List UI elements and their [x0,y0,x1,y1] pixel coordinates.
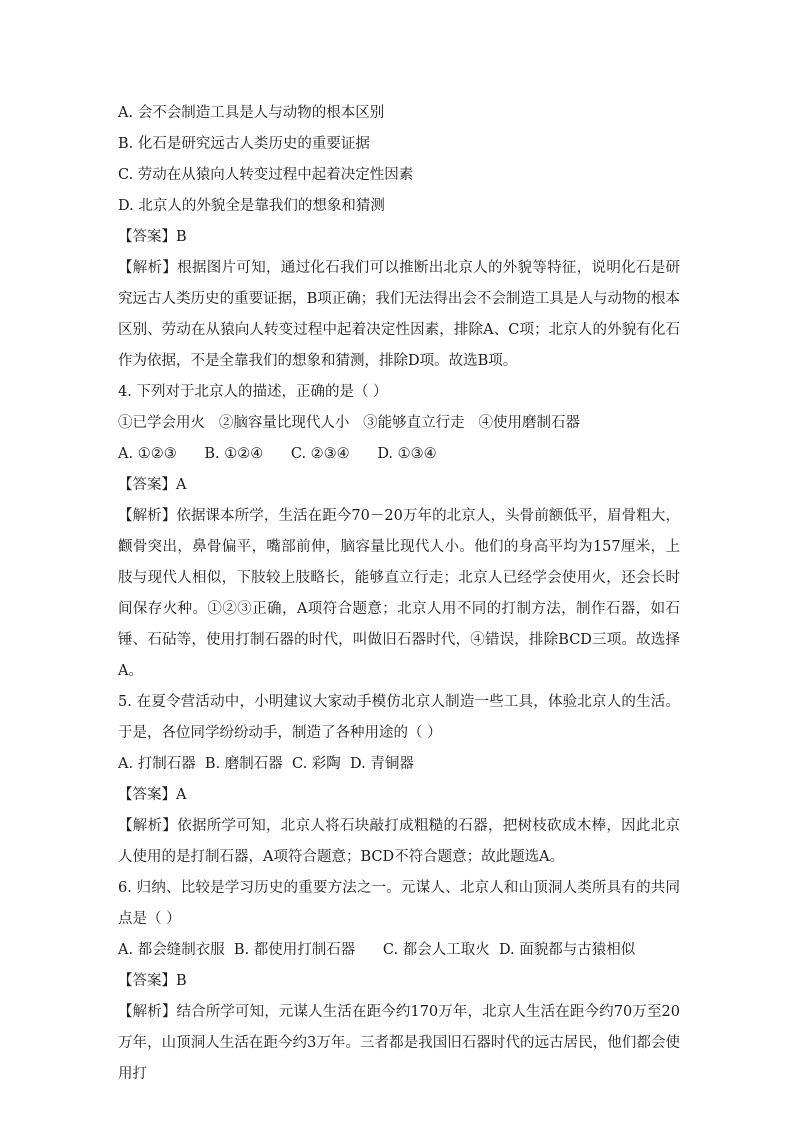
analysis-text: 依据所学可知，北京人将石块敲打成粗糙的石器，把树枝砍成木棒，因此北京人使用的是打制石器，A项符合题意；BCD不符合题意；故此题选A。 [118,818,681,865]
analysis-tag: 【解析】 [118,260,178,276]
q6-analysis [118,997,680,1090]
q3-option-d: D. 北京人的外貌全是靠我们的想象和猜测 [118,198,385,214]
q5-stem: 5. 在夏令营活动中，小明建议大家动手模仿北京人制造一些工具，体验北京人的生活。于是，各位同学纷纷动手，制造了各种用途的（ ） [118,694,680,741]
answer-tag: 【答案】 [118,477,176,493]
analysis-text: 依据课本所学，生活在距今70－20万年的北京人，头骨前额低平，眉骨粗大，颧骨突出，鼻骨偏平，嘴部前伸，脑容量比现代人小。他们的身高平均为157厘米，上肢与现代人相似，下肢较上肢略长，能够直立行走；北京人已经学会使用火，还会长时间保存火种。①②③正确，A项符合题意；北京人用不同的打制方法，制作石器，如石锤、石砧等，使用打制石器的时代，叫做旧石器时代，④错误，排除BCD三项。故选择A。 [118,508,680,679]
analysis-text: 根据图片可知，通过化石我们可以推断出北京人的外貌等特征，说明化石是研究远古人类历史的重要证据，B项正确；我们无法得出会不会制造工具是人与动物的根本区别、劳动在从猿向人转变过程中起着决定性因素，排除A、C项；北京人的外貌有化石作为依据，不是全靠我们的想象和猜测，排除D项。故选B项。 [118,260,681,369]
analysis-tag: 【解析】 [118,508,177,524]
answer-tag: 【答案】 [118,973,176,989]
q3-option-b: B. 化石是研究远古人类历史的重要证据 [118,136,370,152]
analysis-tag: 【解析】 [118,1004,177,1020]
q5-analysis [118,811,680,873]
answer-value: A [176,787,187,803]
q4-answer [118,470,680,501]
q4-statements: ①已学会用火 ②脑容量比现代人小 ③能够直立行走 ④使用磨制石器 [118,415,580,431]
q3-option-a: A. 会不会制造工具是人与动物的根本区别 [118,105,385,121]
answer-value: A [176,477,187,493]
q4-options: A. ①②③ B. ①②④ C. ②③④ D. ①③④ [118,446,437,462]
q3-analysis [118,253,680,377]
q5-options: A. 打制石器 B. 磨制石器 C. 彩陶 D. 青铜器 [118,756,414,772]
answer-value: B [176,229,187,245]
q4-stem: 4. 下列对于北京人的描述，正确的是（ ） [118,384,388,400]
analysis-text: 结合所学可知，元谋人生活在距今约170万年，北京人生活在距今约70万至20万年，山顶洞人生活在距今约3万年。三者都是我国旧石器时代的远古居民，他们都会使用打 [118,1004,681,1082]
document-page [118,98,680,1090]
q6-options: A. 都会缝制衣服 B. 都使用打制石器 C. 都会人工取火 D. 面貌都与古猿相似 [118,942,636,958]
answer-tag: 【答案】 [118,787,176,803]
q3-answer [118,222,680,253]
analysis-tag: 【解析】 [118,818,178,834]
q3-option-c: C. 劳动在从猿向人转变过程中起着决定性因素 [118,167,414,183]
answer-value: B [176,973,187,989]
q5-answer [118,780,680,811]
q6-answer [118,966,680,997]
answer-tag: 【答案】 [118,229,176,245]
q4-analysis [118,501,680,687]
q6-stem: 6. 归纳、比较是学习历史的重要方法之一。元谋人、北京人和山顶洞人类所具有的共同点是（ ） [118,880,680,927]
